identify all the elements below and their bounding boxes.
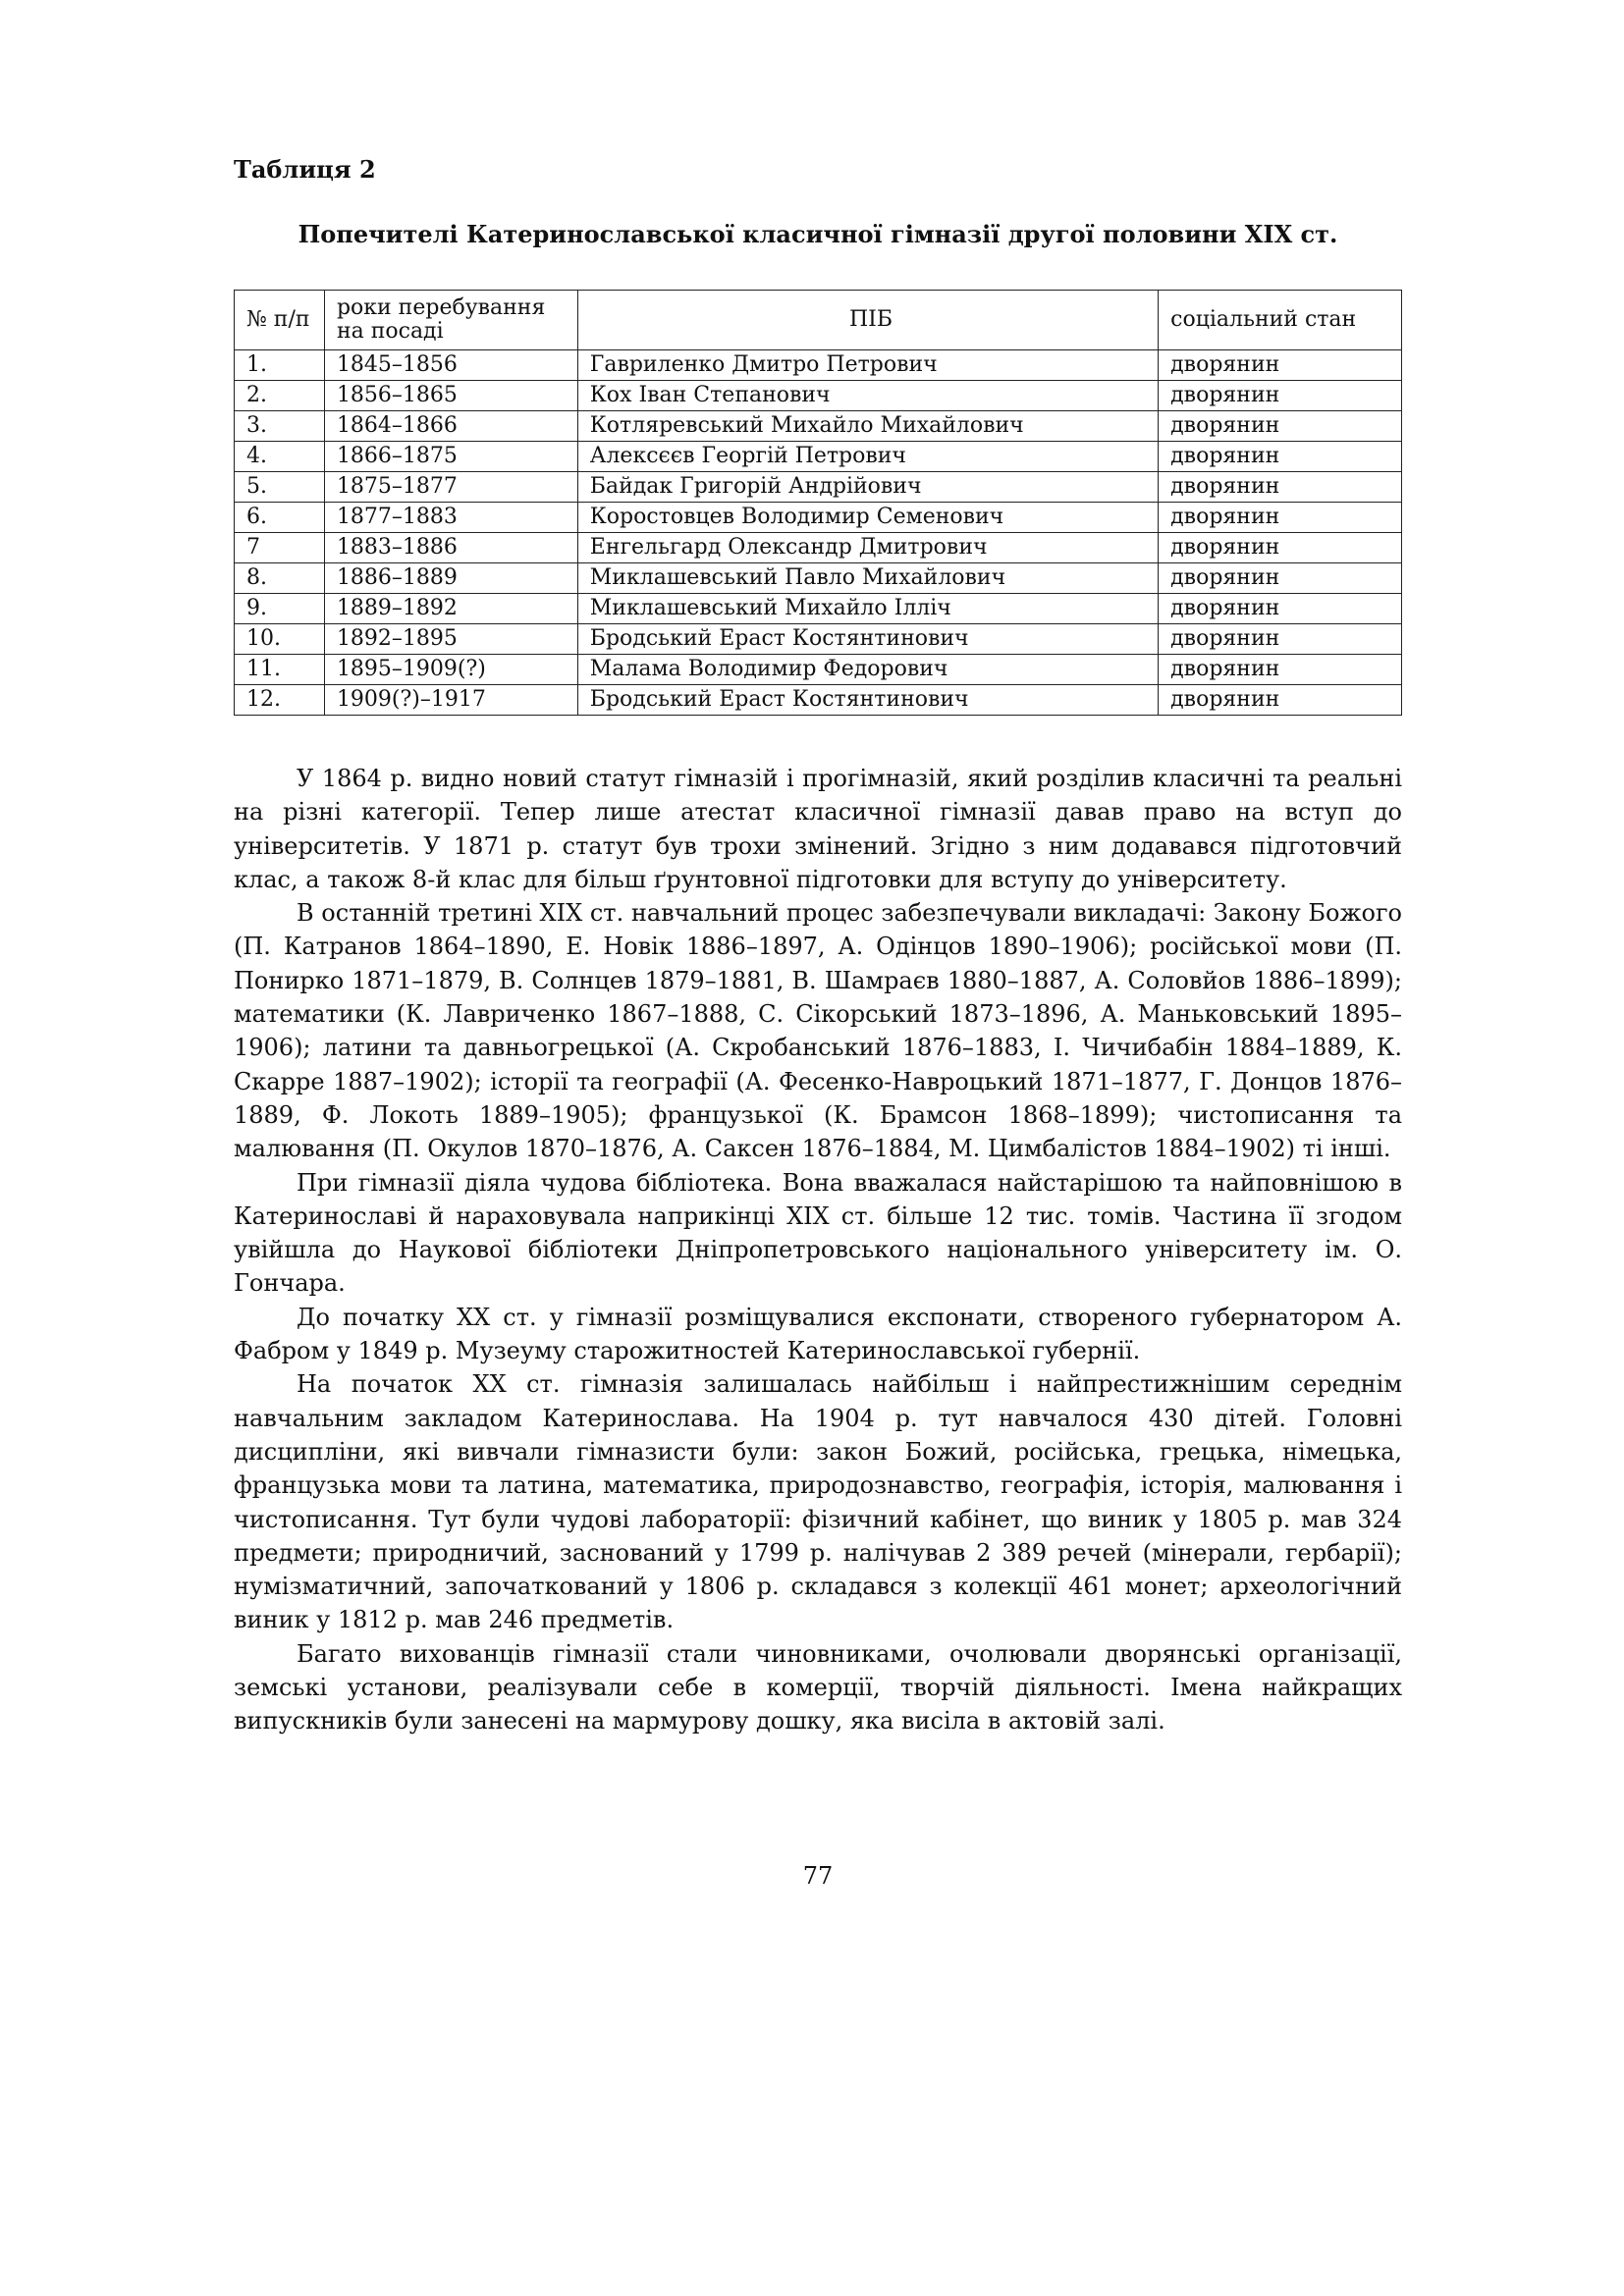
cell-years: 1866–1875 (324, 442, 577, 472)
table-row (235, 503, 1402, 533)
cell-social-status: дворянин (1159, 685, 1402, 716)
cell-social-status: дворянин (1159, 472, 1402, 503)
table-title: Попечителі Катеринославської класичної гімназії другої половини XIX ст. (298, 220, 1338, 248)
table-label: Таблиця 2 (234, 155, 376, 184)
cell-name: Миклашевський Михайло Ілліч (577, 594, 1158, 624)
header-social-status: соціальний стан (1159, 291, 1402, 350)
cell-name: Гавриленко Дмитро Петрович (577, 350, 1158, 381)
paragraph: У 1864 р. видно новий статут гімназій і прогімназій, який розділив класичні та реальні на різні категорії. Тепер лише атестат класичної гімназії давав право на вступ до університетів. У 1871 р. статут був трохи змінений. Згідно з ним додавався підготовчий клас, а також 8-й клас для більш ґрунтовної підготовки для вступу до університету. (234, 765, 1402, 893)
table-row (235, 442, 1402, 472)
header-name: ПІБ (577, 291, 1158, 350)
cell-number: 3. (235, 411, 325, 442)
table-row (235, 594, 1402, 624)
cell-years: 1909(?)–1917 (324, 685, 577, 716)
paragraph: При гімназії діяла чудова бібліотека. Вона вважалася найстарішою та найповнішою в Катеринославі й нараховувала наприкінці XIX ст. більше 12 тис. томів. Частина її згодом увійшла до Наукової бібліотеки Дніпропетровського національного університету ім. О. Гончара. (234, 1168, 1402, 1298)
cell-number: 5. (235, 472, 325, 503)
cell-years: 1856–1865 (324, 381, 577, 411)
table-row (235, 472, 1402, 503)
paragraph: До початку XX ст. у гімназії розміщувалися експонати, створеного губернатором А. Фабром у 1849 р. Музеуму старожитностей Катеринославської губернії. (234, 1303, 1402, 1365)
cell-number: 6. (235, 503, 325, 533)
cell-name: Бродський Ераст Костянтинович (577, 685, 1158, 716)
header-number: № п/п (235, 291, 325, 350)
cell-years: 1883–1886 (324, 533, 577, 563)
cell-years: 1892–1895 (324, 624, 577, 655)
paragraph: Багато вихованців гімназії стали чиновниками, очолювали дворянські організації, земські установи, реалізували себе в комерції, творчій діяльності. Імена найкращих випускників були занесені на мармурову дошку, яка висіла в актовій залі. (234, 1639, 1402, 1735)
cell-number: 1. (235, 350, 325, 381)
cell-years: 1864–1866 (324, 411, 577, 442)
table-row (235, 350, 1402, 381)
cell-name: Коростовцев Володимир Семенович (577, 503, 1158, 533)
body-text (234, 762, 1402, 1738)
page-number: 77 (802, 1862, 834, 1890)
cell-name: Бродський Ераст Костянтинович (577, 624, 1158, 655)
header-years: роки перебування на посаді (324, 291, 577, 350)
table-row (235, 533, 1402, 563)
cell-years: 1845–1856 (324, 350, 577, 381)
cell-number: 10. (235, 624, 325, 655)
cell-social-status: дворянин (1159, 381, 1402, 411)
cell-years: 1889–1892 (324, 594, 577, 624)
cell-years: 1877–1883 (324, 503, 577, 533)
cell-number: 8. (235, 563, 325, 594)
table-row (235, 655, 1402, 685)
cell-years: 1886–1889 (324, 563, 577, 594)
trustees-table (234, 290, 1402, 716)
cell-number: 12. (235, 685, 325, 716)
paragraph: В останній третині XIX ст. навчальний процес забезпечували викладачі: Закону Божого (П. Катранов 1864–1890, Е. Новік 1886–1897, А. Одінцов 1890–1906); російської мови (П. Понирко 1871–1879, В. Солнцев 1879–1881, В. Шамраєв 1880–1887, А. Соловйов 1886–1899); математики (К. Лавриченко 1867–1888, С. Сікорський 1873–1896, А. Маньковський 1895–1906); латини та давньогрецької (А. Скробанський 1876–1883, І. Чичибабін 1884–1889, К. Скарре 1887–1902); історії та географії (А. Фесенко-Навроцький 1871–1877, Г. Донцов 1876–1889, Ф. Локоть 1889–1905); французької (К. Брамсон 1868–1899); чистописання та малювання (П. Окулов 1870–1876, А. Саксен 1876–1884, М. Цимбалістов 1884–1902) ті інші. (234, 899, 1402, 1163)
table-row (235, 624, 1402, 655)
table-row (235, 381, 1402, 411)
cell-social-status: дворянин (1159, 503, 1402, 533)
cell-number: 2. (235, 381, 325, 411)
paragraph: На початок XX ст. гімназія залишалась найбільш і найпрестижнішим середнім навчальним закладом Катеринослава. На 1904 р. тут навчалося 430 дітей. Головні дисципліни, які вивчали гімназисти були: закон Божий, російська, грецька, німецька, французька мови та латина, математика, природознавство, географія, історія, малювання і чистописання. Тут були чудові лабораторії: фізичний кабінет, що виник у 1805 р. мав 324 предмети; природничий, заснований у 1799 р. налічував 2 389 речей (мінерали, гербарії); нумізматичний, започаткований у 1806 р. складався з колекції 461 монет; археологічний виник у 1812 р. мав 246 предметів. (234, 1370, 1402, 1634)
cell-number: 9. (235, 594, 325, 624)
cell-social-status: дворянин (1159, 411, 1402, 442)
cell-years: 1895–1909(?) (324, 655, 577, 685)
cell-name: Енгельгард Олександр Дмитрович (577, 533, 1158, 563)
cell-years: 1875–1877 (324, 472, 577, 503)
cell-social-status: дворянин (1159, 533, 1402, 563)
cell-name: Кох Іван Степанович (577, 381, 1158, 411)
cell-social-status: дворянин (1159, 350, 1402, 381)
cell-social-status: дворянин (1159, 442, 1402, 472)
cell-name: Котляревський Михайло Михайлович (577, 411, 1158, 442)
cell-social-status: дворянин (1159, 655, 1402, 685)
cell-social-status: дворянин (1159, 594, 1402, 624)
cell-name: Байдак Григорій Андрійович (577, 472, 1158, 503)
table-header-row (235, 291, 1402, 350)
cell-name: Алексєєв Георгій Петрович (577, 442, 1158, 472)
cell-number: 7 (235, 533, 325, 563)
cell-number: 4. (235, 442, 325, 472)
cell-number: 11. (235, 655, 325, 685)
cell-social-status: дворянин (1159, 624, 1402, 655)
table-row (235, 685, 1402, 716)
cell-name: Миклашевський Павло Михайлович (577, 563, 1158, 594)
table-row (235, 563, 1402, 594)
cell-name: Малама Володимир Федорович (577, 655, 1158, 685)
cell-social-status: дворянин (1159, 563, 1402, 594)
table-row (235, 411, 1402, 442)
